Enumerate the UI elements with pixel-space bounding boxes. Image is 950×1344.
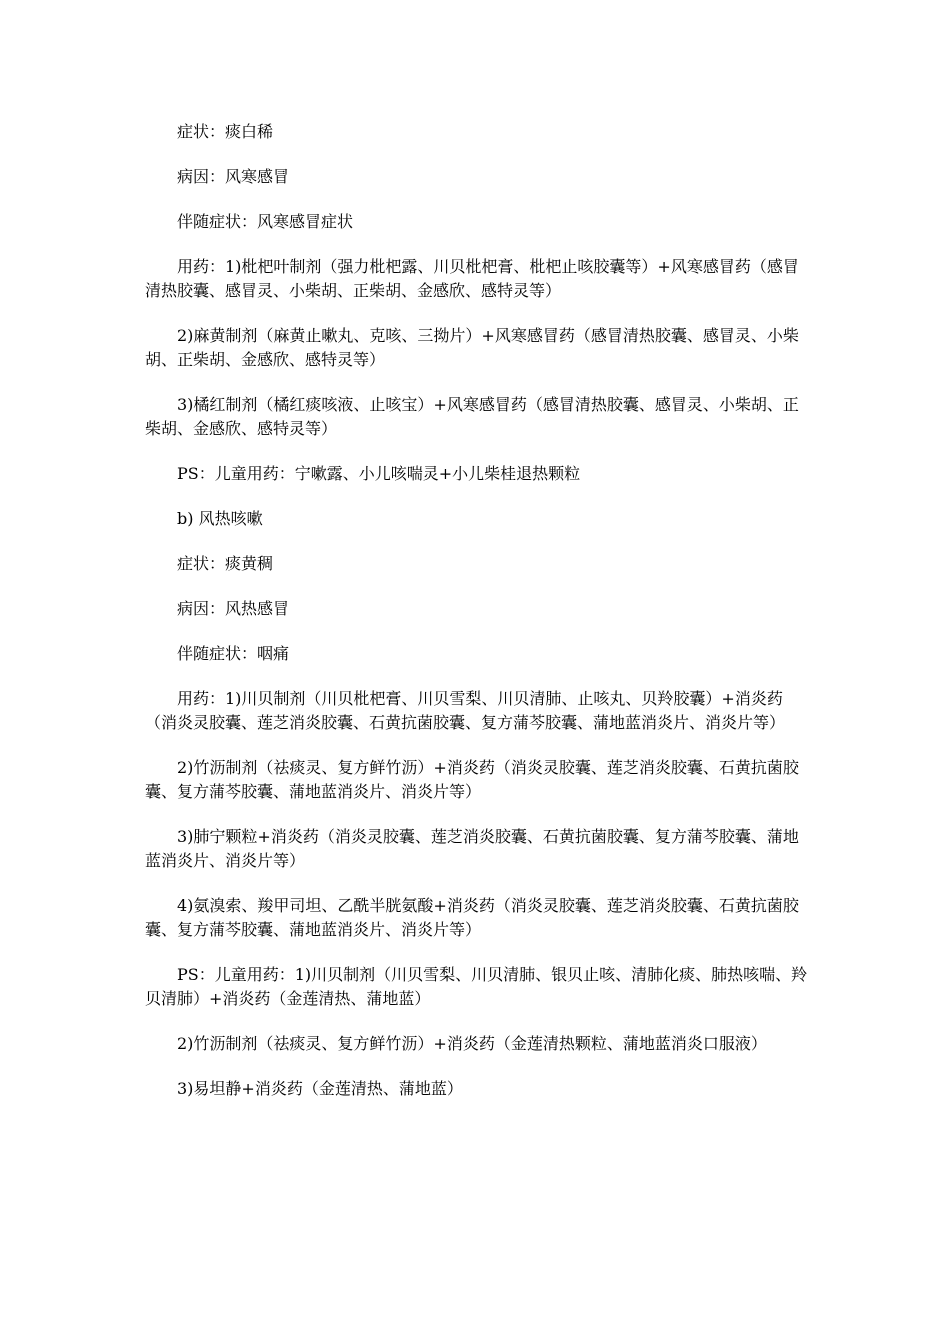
medication-paragraph: 2)麻黄制剂（麻黄止嗽丸、克咳、三拗片）+风寒感冒药（感冒清热胶囊、感冒灵、小柴胡、正柴胡、金感欣、感特灵等） [145,326,799,369]
medication-paragraph: 用药：1)川贝制剂（川贝枇杷膏、川贝雪梨、川贝清肺、止咳丸、贝羚胶囊）+消炎药（消炎灵胶囊、莲芝消炎胶囊、石黄抗菌胶囊、复方蒲芩胶囊、蒲地蓝消炎片、消炎片等） [145,689,786,732]
symptom-line: 症状：痰白稀 [177,122,274,141]
accompanying-symptom-line: 伴随症状：风寒感冒症状 [177,212,354,231]
medication-paragraph: 3)肺宁颗粒+消炎药（消炎灵胶囊、莲芝消炎胶囊、石黄抗菌胶囊、复方蒲芩胶囊、蒲地蓝消炎片、消炎片等） [145,827,799,870]
accompanying-symptom-line: 伴随症状：咽痛 [177,644,290,663]
medication-paragraph: 3)易坦静+消炎药（金莲清热、蒲地蓝） [177,1079,463,1098]
medication-paragraph: 用药：1)枇杷叶制剂（强力枇杷露、川贝枇杷膏、枇杷止咳胶囊等）+风寒感冒药（感冒清热胶囊、感冒灵、小柴胡、正柴胡、金感欣、感特灵等） [145,257,799,300]
medication-paragraph: 4)氨溴索、羧甲司坦、乙酰半胱氨酸+消炎药（消炎灵胶囊、莲芝消炎胶囊、石黄抗菌胶囊、复方蒲芩胶囊、蒲地蓝消炎片、消炎片等） [145,896,799,939]
cause-line: 病因：风寒感冒 [177,167,290,186]
symptom-line: 症状：痰黄稠 [177,554,274,573]
medication-paragraph: 2)竹沥制剂（祛痰灵、复方鲜竹沥）+消炎药（金莲清热颗粒、蒲地蓝消炎口服液） [177,1034,767,1053]
document-page [145,120,810,1122]
medication-paragraph: 2)竹沥制剂（祛痰灵、复方鲜竹沥）+消炎药（消炎灵胶囊、莲芝消炎胶囊、石黄抗菌胶囊、复方蒲芩胶囊、蒲地蓝消炎片、消炎片等） [145,758,799,801]
medication-paragraph: 3)橘红制剂（橘红痰咳液、止咳宝）+风寒感冒药（感冒清热胶囊、感冒灵、小柴胡、正柴胡、金感欣、感特灵等） [145,395,799,438]
section-heading: b) 风热咳嗽 [177,509,263,528]
cause-line: 病因：风热感冒 [177,599,290,618]
children-medication-note: PS：儿童用药：宁嗽露、小儿咳喘灵+小儿柴桂退热颗粒 [177,464,581,483]
children-medication-note: PS：儿童用药：1)川贝制剂（川贝雪梨、川贝清肺、银贝止咳、清肺化痰、肺热咳喘、羚贝清肺）+消炎药（金莲清热、蒲地蓝） [145,965,808,1008]
